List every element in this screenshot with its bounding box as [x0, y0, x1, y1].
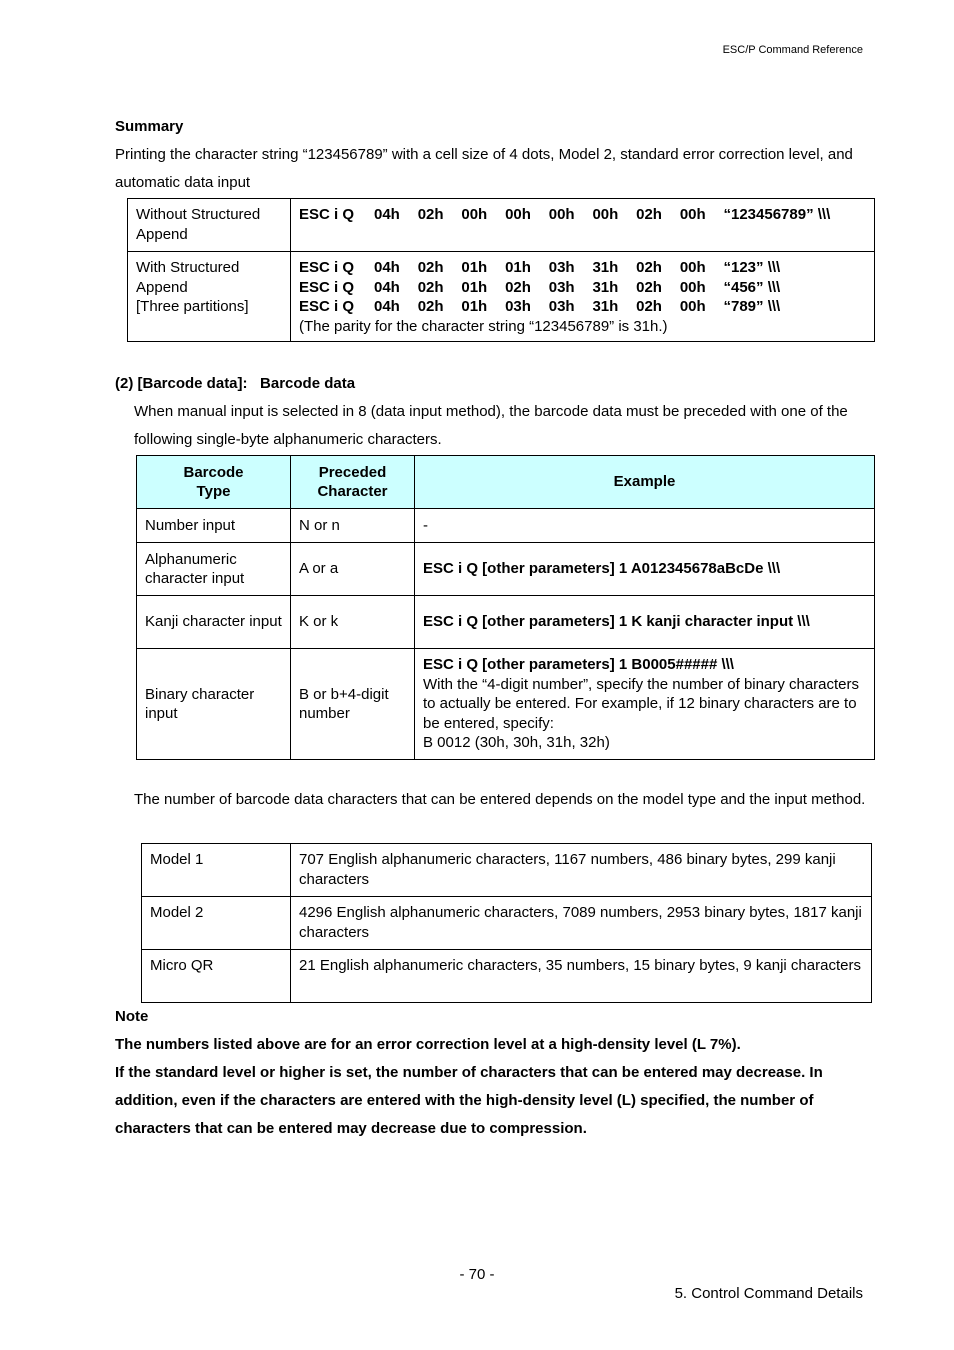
note-line-2: If the standard level or higher is set, the number of characters that can be entered may decrease. In addition, even if the characters are entered with the high-density level (L) specified, the number of characters that can be entered may decrease due to compression.	[115, 1064, 823, 1137]
barcode-heading: (2) [Barcode data]: Barcode data	[115, 375, 356, 392]
note-heading: Note	[115, 1008, 149, 1025]
table-row	[137, 543, 875, 596]
table-row	[128, 252, 875, 342]
summary-row-label: With Structured Append [Three partitions]	[128, 252, 291, 342]
command-line: ESC i Q 04h 02h 01h 01h 03h 31h 02h 00h “123” \\\	[299, 259, 781, 276]
summary-commands	[291, 252, 875, 342]
summary-commands	[291, 199, 875, 252]
barcode-intro: When manual input is selected in 8 (data input method), the barcode data must be preceded with one of the following single-byte alphanumeric characters.	[134, 403, 848, 448]
model-capacity: 21 English alphanumeric characters, 35 numbers, 15 binary bytes, 9 kanji characters	[291, 950, 872, 1003]
example: ESC i Q [other parameters] 1 A012345678aBcDe \\\	[415, 543, 875, 596]
column-header-barcode-type: Barcode Type	[137, 456, 291, 509]
preceded-character: N or n	[291, 509, 415, 543]
model-name: Model 1	[142, 844, 291, 897]
model-name: Model 2	[142, 897, 291, 950]
page-number: - 70 -	[459, 1266, 495, 1283]
table-row	[142, 897, 872, 950]
table-row	[137, 649, 875, 760]
summary-table	[127, 198, 875, 342]
section-footer: 5. Control Command Details	[674, 1285, 863, 1302]
command-line: ESC i Q 04h 02h 01h 02h 03h 31h 02h 00h “456” \\\	[299, 278, 781, 296]
model-capacity: 707 English alphanumeric characters, 1167 numbers, 486 binary bytes, 299 kanji characters	[291, 844, 872, 897]
preceded-character: A or a	[291, 543, 415, 596]
summary-row-label: Without Structured Append	[128, 199, 291, 252]
example: -	[415, 509, 875, 543]
command-line: ESC i Q 04h 02h 01h 03h 03h 31h 02h 00h “789” \\\	[299, 298, 781, 315]
table-row	[142, 950, 872, 1003]
column-header-preceded-character: Preceded Character	[291, 456, 415, 509]
note-line-1: The numbers listed above are for an error correction level at a high-density level (L 7%).	[115, 1036, 741, 1053]
command-line: ESC i Q 04h 02h 00h 00h 00h 00h 02h 00h “123456789” \\\	[299, 206, 831, 223]
model-name: Micro QR	[142, 950, 291, 1003]
note-block	[115, 1003, 875, 1143]
model-capacity: 4296 English alphanumeric characters, 7089 numbers, 2953 binary bytes, 1817 kanji characters	[291, 897, 872, 950]
table-header-row	[137, 456, 875, 509]
table-row	[137, 509, 875, 543]
summary-text: Printing the character string “123456789” with a cell size of 4 dots, Model 2, standard error correction level, and automatic data input	[115, 146, 853, 191]
parity-note: (The parity for the character string “123456789” is 31h.)	[299, 317, 668, 335]
barcode-type: Number input	[137, 509, 291, 543]
example: ESC i Q [other parameters] 1 B0005##### \\\ With the “4-digit number”, specify the number of binary characters to actually be entered. For example, if 12 binary characters are to be entered, specify: B 0012 (30h, 30h, 31h, 32h)	[415, 649, 875, 760]
summary-heading: Summary	[115, 118, 184, 135]
preceded-character: B or b+4-digit number	[291, 649, 415, 760]
table-row	[142, 844, 872, 897]
table-row	[128, 199, 875, 252]
example: ESC i Q [other parameters] 1 K kanji character input \\\	[415, 596, 875, 649]
barcode-table	[136, 455, 875, 760]
capacity-table	[141, 843, 872, 1003]
running-header: ESC/P Command Reference	[722, 44, 863, 56]
preceded-character: K or k	[291, 596, 415, 649]
barcode-type: Alphanumeric character input	[137, 543, 291, 596]
column-header-example: Example	[415, 456, 875, 509]
barcode-type: Binary character input	[137, 649, 291, 760]
capacity-intro: The number of barcode data characters that can be entered depends on the model type and the input method.	[134, 791, 866, 808]
barcode-type: Kanji character input	[137, 596, 291, 649]
table-row	[137, 596, 875, 649]
